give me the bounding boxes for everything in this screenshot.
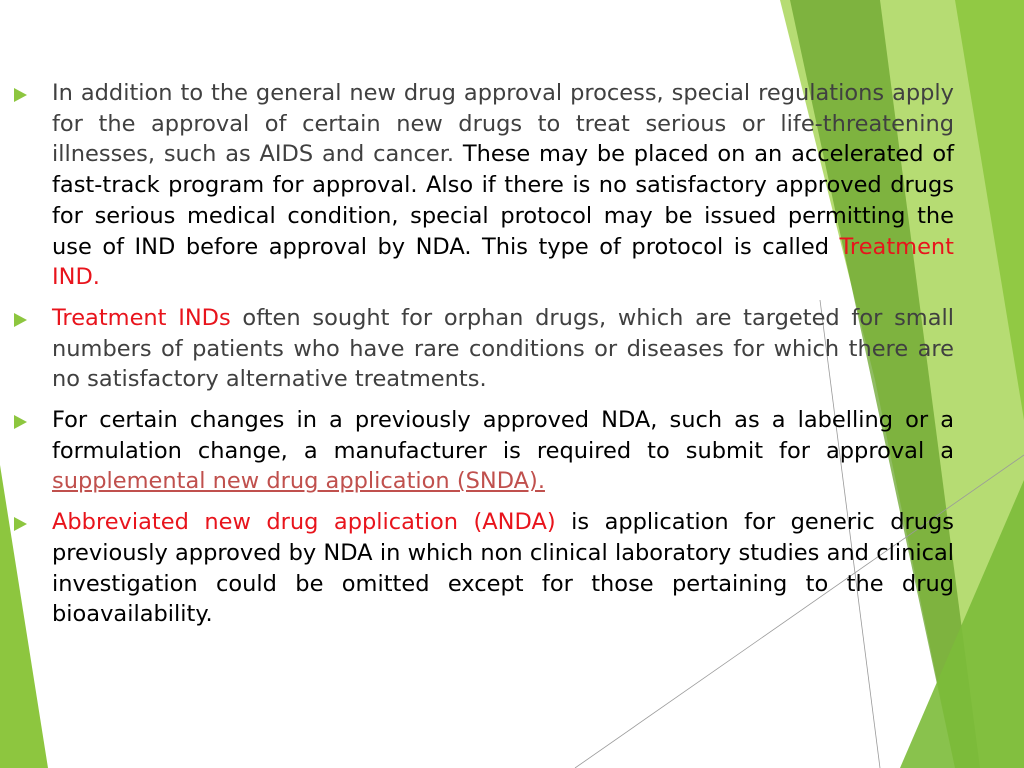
anda-description-text: is application for generic drugs previously approved by NDA in which non clinical laboratory studies and clinical investigation could be omitted except for those pertaining to the drug bioavailability.	[52, 509, 954, 628]
bullet-arrow-icon	[12, 405, 52, 430]
bullet-text	[52, 507, 954, 630]
snda-link[interactable]: supplemental new drug application (SNDA).	[52, 468, 545, 495]
bullet-text	[52, 303, 954, 395]
bullet-item-3	[12, 405, 954, 497]
bullet-text	[52, 405, 954, 497]
bullet-item-1	[12, 78, 954, 293]
bullet-arrow-icon	[12, 78, 52, 103]
snda-intro-text: For certain changes in a previously approved NDA, such as a labelling or a formulation change, a manufacturer is required to submit for approval a	[52, 407, 954, 464]
treatment-ind-highlight: Treatment IND.	[52, 233, 954, 291]
treatment-inds-highlight: Treatment INDs	[52, 304, 231, 331]
orphan-drugs-text: often sought for orphan drugs, which are targeted for small numbers of patients who have rare conditions or diseases for which there are no satisfactory alternative treatments.	[52, 304, 954, 393]
bullet-item-4	[12, 507, 954, 630]
fast-track-text: These may be placed on an accelerated of fast-track program for approval. Also if there is no satisfactory approved drugs for serious medical condition, special protocol may be issued permitting the use of IND before approval by NDA. This type of protocol is called	[52, 141, 955, 260]
intro-text: In addition to the general new drug approval process, special regulations apply for the approval of certain new drugs to treat serious or life-threatening illnesses, such as AIDS and cancer.	[52, 80, 954, 168]
bullet-item-2	[12, 303, 954, 395]
bullet-arrow-icon	[12, 303, 52, 328]
bullet-arrow-icon	[12, 507, 52, 532]
bullet-text	[52, 78, 954, 293]
bullet-list	[12, 78, 954, 640]
anda-highlight: Abbreviated new drug application (ANDA)	[52, 509, 556, 536]
